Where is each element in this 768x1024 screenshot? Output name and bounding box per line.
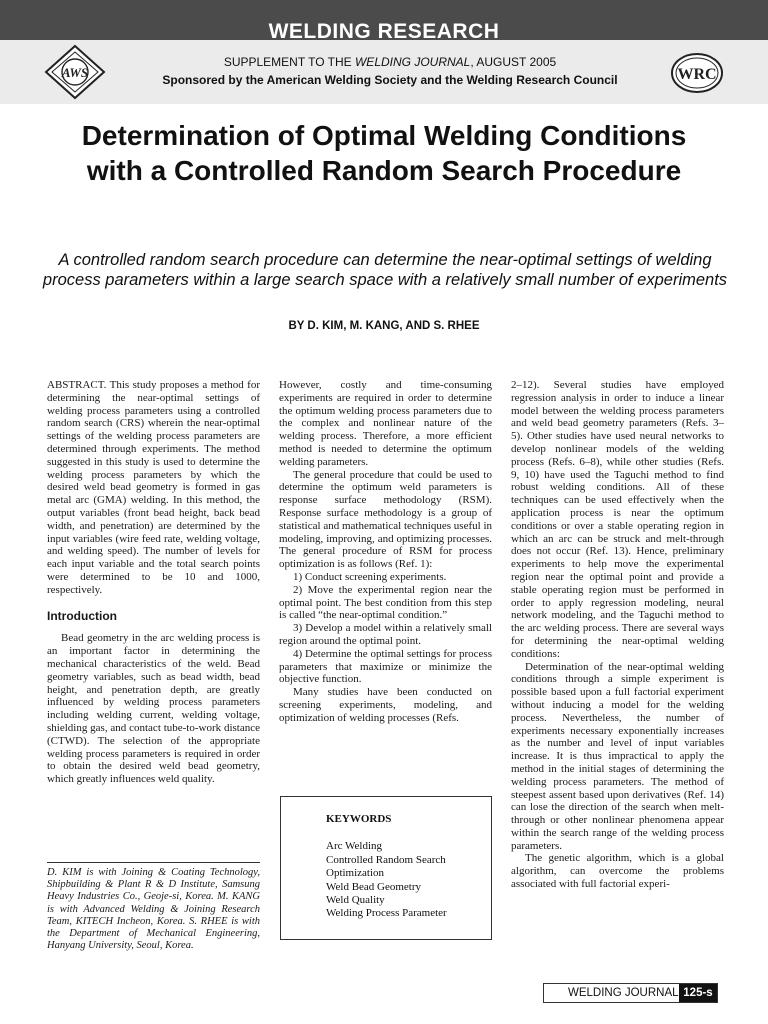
footer-journal: WELDING JOURNAL [568,987,679,999]
page-number: 125-s [679,984,717,1002]
abstract-paragraph: ABSTRACT. This study proposes a method for determining the near-optimal settings of welding process parameters using a controlled random search (CRS) wherein the near-optimal settings of the welding process parameters are determined through experiments. The method suggested in this study is used to determine the welding process parameters by which the desired weld bead geometry is formed in gas metal arc (GMA) welding. In this method, the output variables (front bead height, back bead width, and penetration) are determined by the input variables (wire feed rate, welding voltage, and welding speed). The number of levels for each input variable and the total search points were determined to be 10 and 1000, respectively. [47,379,260,596]
article-deck: A controlled random search procedure can determine the near-optimal settings of welding process parameters within a large search space with a relatively small number of experiments [42,251,728,289]
author-affiliation: D. KIM is with Joining & Coating Technology, Shipbuilding & Plant R & D Institute, Samsung Heavy Industries Co., Geoje-si, Korea. M. KANG is with Advanced Welding & Joining Research Team, KITECH Incheon, Korea. S. RHEE is with the Department of Mechanical Engineering, Hanyang University, Seoul, Korea. [47,862,260,952]
article-title: Determination of Optimal Welding Conditions with a Controlled Random Search Procedure [81,120,687,186]
keyword-item: Welding Process Parameter [326,907,447,920]
keywords-heading: KEYWORDS [326,813,392,825]
keyword-item: Optimization [326,867,385,880]
body-paragraph: 2–12). Several studies have employed regression analysis in order to induce a linear model between the welding process parameters and weld bead geometry parameters (Refs. 3–5). Other studies have used neural networks to develop nonlinear models of the welding process (Refs. 6–8), while other studies (Refs. 9, 10) have used the Taguchi method to find robust welding conditions. All of these techniques can be used effectively when the application process is near the optimum conditions or over a stable operating region in which an arc can be struck and melt-through does not occur (Ref. 13). Hence, preliminary experiments to help move the experimental region near the optimal point and provide a stable operating region must be performed in order to apply regression modeling, neural network modeling, and the Taguchi method to the arc welding process. There are several ways for determining the near-optimal welding conditions: [511,379,724,660]
keyword-item: Weld Quality [326,894,385,907]
keyword-item: Weld Bead Geometry [326,880,422,893]
procedure-step: 1) Conduct screening experiments. [293,570,447,583]
body-paragraph: The genetic algorithm, which is a global algorithm, can overcome the problems associated with full factorial experi- [511,852,724,891]
procedure-step: 3) Develop a model within a relatively small region around the optimal point. [279,622,492,647]
page-footer [543,983,718,1003]
body-paragraph: Many studies have been conducted on screening experiments, modeling, and optimization of welding processes (Refs. [279,686,492,724]
keyword-item: Arc Welding [326,840,383,853]
supplement-line: SUPPLEMENT TO THE WELDING JOURNAL, AUGUST 2005 [223,55,557,69]
section-banner-title: WELDING RESEARCH [268,20,500,43]
body-paragraph: However, costly and time-consuming experiments are required in order to determine the optimum welding process parameters due to the complex and nonlinear nature of the welding process. Therefore, a more efficient method is needed to determine the optimum welding parameters. [279,379,492,468]
body-paragraph: The general procedure that could be used to determine the optimum weld parameters is response surface methodology (RSM). Response surface methodology is a group of statistical and mathematical techniques useful in modeling, improving, and optimizing processes. The general procedure of RSM for process optimization is as follows (Ref. 1): [279,468,492,571]
body-paragraph: Determination of the near-optimal welding conditions through a simple experiment is possible based upon a full factorial experiment without inducing a model for the welding process. Nevertheless, the number of experiments necessary exponentially increases as the number and level of input variables increase. It is thus impractical to apply the method in the initial stages of determining the welding process parameters. The method of steepest assent based upon derivatives (Ref. 14) can lose the direction of the search when melt-through or other nonlinear phenomena appear within the search range of the welding process parameters. [511,660,724,852]
sponsor-line: Sponsored by the American Welding Society and the Welding Research Council [162,73,618,87]
keyword-item: Controlled Random Search [326,853,446,866]
svg-text:WRC: WRC [677,66,717,83]
intro-paragraph: Bead geometry in the arc welding process is an important factor in determining the mechanical characteristics of the weld. Bead geometry variables, such as bead width, bead height, and penetration depth, are greatly influenced by welding process parameters including welding current, welding voltage, shielding gas, and contact tube-to-work distance (CTWD). The selection of the appropriate welding process parameters is required in order to obtain the desired weld bead geometry, which greatly influences weld quality. [47,632,260,786]
procedure-step: 2) Move the experimental region near the optimal point. The best condition from this step is called “the near-optimal condition.” [279,583,492,622]
column-3 [511,379,724,891]
introduction-heading: Introduction [47,608,117,623]
column-2 [279,379,492,725]
journal-name: WELDING JOURNAL [354,55,471,69]
aws-logo-icon [44,44,106,100]
procedure-step: 4) Determine the optimal settings for process parameters that maximize or minimize the objective function. [279,647,492,686]
article-byline: BY D. KIM, M. KANG, AND S. RHEE [288,320,480,332]
wrc-logo-icon [670,52,724,94]
svg-text:AWS: AWS [61,65,89,80]
header-subband [0,40,768,104]
keywords-box [280,796,492,940]
column-1 [47,379,260,786]
